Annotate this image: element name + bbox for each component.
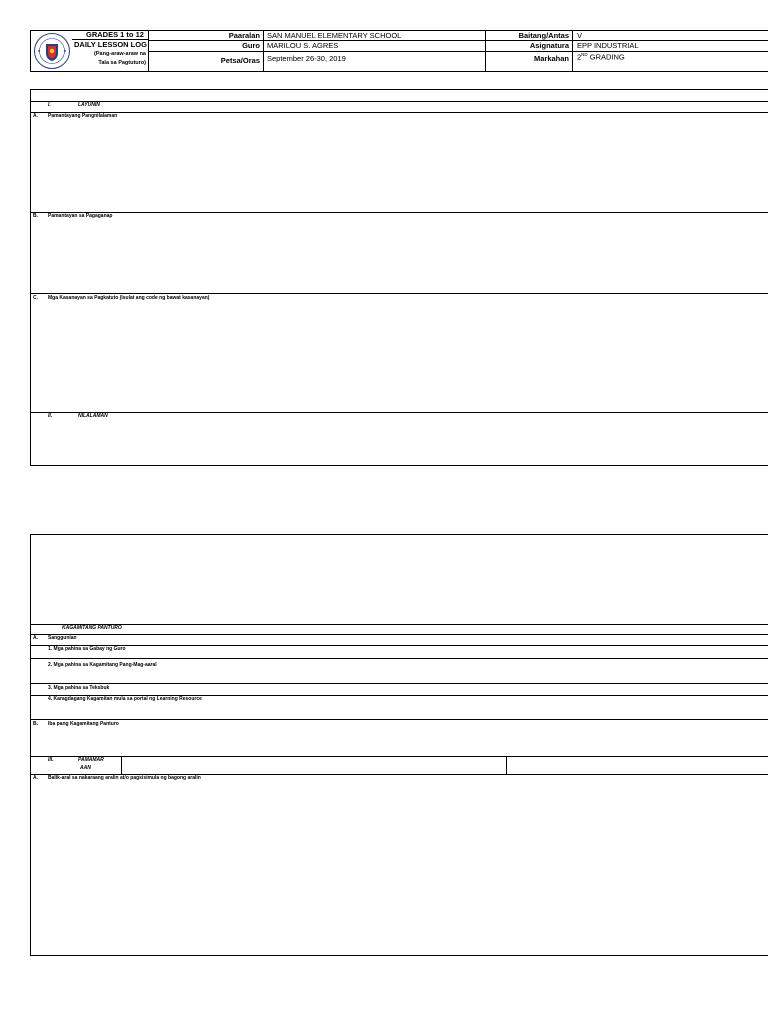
teksbuk-label: 3. Mga pahina sa Teksbuk [48, 685, 110, 691]
paaralan-label: Paaralan [228, 31, 260, 40]
daily-lesson-log-title: DAILY LESSON LOG [74, 40, 147, 49]
item3-line [30, 683, 768, 684]
header-divider-right-label [572, 30, 573, 72]
guro-value: MARILOU S. AGRES [267, 41, 339, 50]
pagaganap-letter: B. [33, 213, 38, 219]
markahan-rest: GRADING [587, 52, 625, 62]
iba-pang-line [30, 719, 768, 720]
sanggunian-line [30, 634, 768, 635]
item1-line [30, 645, 768, 646]
pamamaraan-heading-1: PAMAMAR [78, 757, 104, 763]
layunin-line [30, 112, 768, 113]
materials-frame [30, 534, 768, 956]
kasanayan-letter: C. [33, 295, 38, 301]
layunin-number: I. [48, 102, 51, 108]
nilalaman-heading: NILALAMAN [78, 413, 108, 419]
pamantayang-pangnilalaman-label: Pamantayang Pangnilalaman [48, 113, 118, 119]
pamantayang-letter: A. [33, 113, 38, 119]
row-line-c [30, 293, 768, 294]
log-subtitle-2: Tala sa Pagtuturo) [98, 60, 146, 66]
header-row-line-1 [148, 40, 768, 41]
deped-seal-icon [33, 32, 71, 70]
asignatura-label: Asignatura [529, 41, 569, 50]
kasanayan-label: Mga Kasanayan sa Pagkatuto (Isulat ang code ng bawat kasanayan) [48, 295, 210, 301]
item2-line [30, 658, 768, 659]
balik-aral-letter: A. [33, 775, 38, 781]
pamantayan-pagaganap-label: Pamantayan sa Pagaganap [48, 213, 113, 219]
petsa-value: September 26-30, 2019 [267, 54, 346, 63]
objectives-frame [30, 89, 768, 466]
row-line-nilalaman [30, 412, 768, 413]
layunin-heading: LAYUNIN [78, 102, 100, 108]
paaralan-value: SAN MANUEL ELEMENTARY SCHOOL [267, 31, 402, 40]
guro-label: Guro [242, 41, 260, 50]
learning-resource-label: 4. Karagdagang Kagamitan mula sa portal ng Learning Resource [48, 696, 202, 702]
gabay-guro-label: 1. Mga pahina sa Gabay ng Guro [48, 646, 126, 652]
iba-pang-kagamitan-label: Iba pang Kagamitang Panturo [48, 721, 119, 727]
baitang-value: V [577, 31, 583, 40]
asignatura-value: EPP INDUSTRIAL [577, 41, 639, 50]
pamamaraan-divider-left [121, 756, 122, 774]
log-subtitle-1: (Pang-araw-araw na [94, 51, 146, 57]
pamamaraan-heading-2: AAN [80, 765, 91, 771]
markahan-number: 2 [577, 52, 582, 62]
row-line-b [30, 212, 768, 213]
nilalaman-number: II. [48, 413, 53, 419]
markahan-superscript: ND [581, 52, 588, 57]
kagamitan-top-line [30, 624, 768, 625]
pamamaraan-divider-right [506, 756, 507, 774]
markahan-label: Markahan [533, 54, 569, 63]
sanggunian-letter: A. [33, 635, 38, 641]
kagamitang-panturo-heading: KAGAMITANG PANTURO [62, 625, 122, 631]
markahan-value [577, 53, 625, 61]
sanggunian-label: Sanggunian [48, 635, 77, 641]
pamamaraan-number: III. [48, 757, 54, 763]
iba-pang-letter: B. [33, 721, 38, 727]
kagamitang-mag-aaral-label: 2. Mga pahina sa Kagamitang Pang-Mag-aaral [48, 662, 157, 668]
balik-aral-label: Balik-aral sa nakaraang aralin at/o pagsisimula ng bagong aralin [48, 775, 201, 781]
header-row-line-2 [148, 51, 768, 52]
grades-label: GRADES 1 to 12 [86, 30, 144, 39]
pamamaraan-top-line [30, 756, 768, 757]
header-divider-right [485, 30, 486, 72]
petsa-label: Petsa/Oras [220, 56, 260, 65]
objectives-top-band-line [30, 101, 768, 102]
baitang-label: Baitang/Antas [518, 31, 569, 40]
